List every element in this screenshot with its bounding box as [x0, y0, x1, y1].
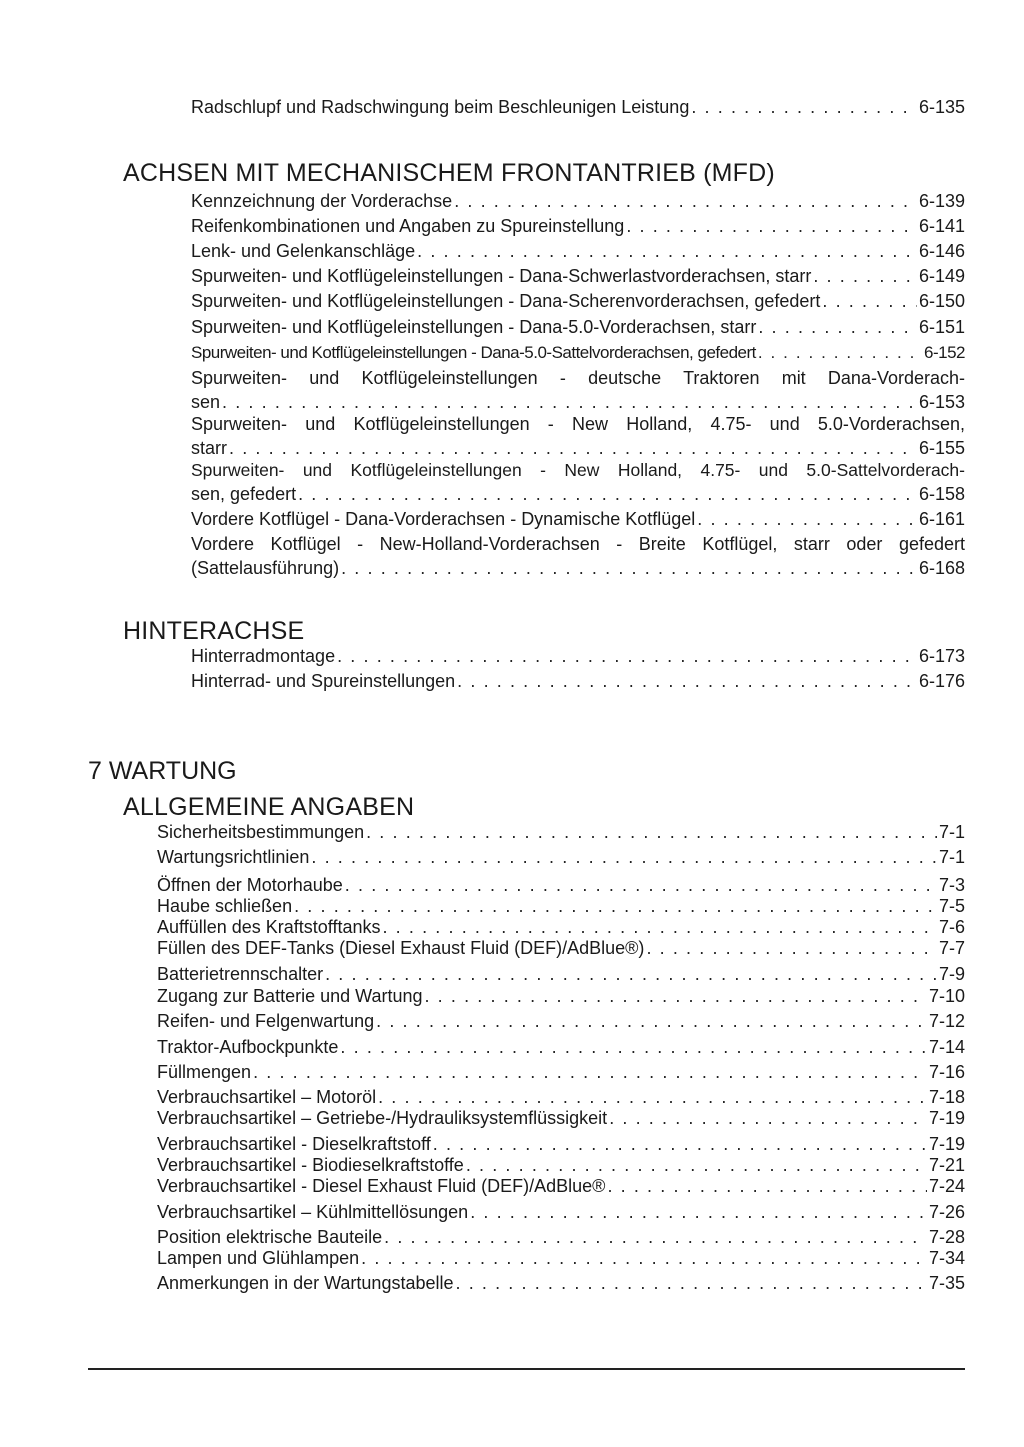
dot-leader [822, 290, 917, 312]
toc-entry[interactable] [191, 391, 965, 413]
dot-leader [376, 1010, 927, 1032]
toc-entry-label: Füllmengen [157, 1062, 252, 1082]
dot-leader [646, 937, 937, 959]
toc-entry-page: 7-14 [928, 1037, 965, 1057]
toc-entry-page: 6-173 [918, 646, 965, 666]
toc-entry-page: 6-158 [918, 484, 965, 504]
toc-entry[interactable] [157, 916, 965, 938]
toc-entry-page: 7-19 [928, 1108, 965, 1128]
dot-leader [417, 240, 917, 262]
toc-entry-label: Lenk- und Gelenkanschläge [191, 241, 416, 261]
toc-entry-page: 7-1 [938, 822, 965, 842]
toc-entry-label: Reifen- und Felgenwartung [157, 1011, 375, 1031]
dot-leader [345, 874, 937, 896]
dot-leader [222, 391, 917, 413]
toc-entry-page: 7-3 [938, 875, 965, 895]
toc-entry-page: 6-155 [918, 438, 965, 458]
toc-entry-label: Position elektrische Bauteile [157, 1227, 383, 1247]
dot-leader [456, 1272, 927, 1294]
toc-entry[interactable] [157, 1247, 965, 1269]
toc-entry[interactable] [191, 190, 965, 212]
toc-entry-page: 6-146 [918, 241, 965, 261]
toc-entry-label: Radschlupf und Radschwingung beim Beschleunigen Leistung [191, 97, 690, 117]
toc-entry[interactable] [191, 508, 965, 530]
toc-entry[interactable] [157, 1036, 965, 1058]
toc-entry-label: sen, gefedert [191, 484, 297, 504]
dot-leader [366, 821, 937, 843]
dot-leader [424, 985, 926, 1007]
toc-entry[interactable] [191, 670, 965, 692]
toc-entry-line1: Spurweiten- und Kotflügeleinstellungen - New Holland, 4.75- und 5.0-Vorderachsen, [191, 414, 965, 434]
toc-entry-line1: Spurweiten- und Kotflügeleinstellungen - deutsche Traktoren mit Dana-Vorderach- [191, 368, 965, 388]
toc-entry[interactable] [157, 895, 965, 917]
toc-entry-page: 7-35 [928, 1273, 965, 1293]
dot-leader [813, 265, 917, 287]
toc-entry[interactable] [191, 265, 965, 287]
section-heading-rear-axle: HINTERACHSE [123, 617, 305, 645]
dot-leader [229, 437, 917, 459]
toc-entry-page: 7-1 [938, 847, 965, 867]
toc-entry-label: Verbrauchsartikel - Diesel Exhaust Fluid (DEF)/AdBlue® [157, 1176, 606, 1196]
dot-leader [457, 670, 917, 692]
toc-entry[interactable] [157, 1133, 965, 1155]
toc-entry-page: 6-141 [918, 216, 965, 236]
toc-entry-label: Traktor-Aufbockpunkte [157, 1037, 339, 1057]
dot-leader [361, 1247, 927, 1269]
toc-entry[interactable] [157, 1154, 965, 1176]
dot-leader [607, 1175, 927, 1197]
toc-entry-label: Verbrauchsartikel – Motoröl [157, 1087, 377, 1107]
toc-entry[interactable] [157, 1201, 965, 1223]
toc-entry-label: Kennzeichnung der Vorderachse [191, 191, 453, 211]
toc-entry-page: 6-139 [918, 191, 965, 211]
toc-entry-page: 6-153 [918, 392, 965, 412]
dot-leader [470, 1201, 927, 1223]
toc-entry[interactable] [157, 874, 965, 896]
toc-entry-page: 7-10 [928, 986, 965, 1006]
dot-leader [758, 342, 922, 364]
toc-entry-page: 7-6 [938, 917, 965, 937]
toc-entry[interactable] [157, 963, 965, 985]
footer-rule [88, 1368, 965, 1370]
toc-entry-page: 7-28 [928, 1227, 965, 1247]
dot-leader [378, 1086, 927, 1108]
toc-entry-page: 7-18 [928, 1087, 965, 1107]
toc-entry[interactable] [157, 821, 965, 843]
toc-entry[interactable] [157, 1107, 965, 1129]
toc-entry[interactable] [157, 1086, 965, 1108]
toc-entry-page: 7-12 [928, 1011, 965, 1031]
toc-entry-label: Hinterradmontage [191, 646, 336, 666]
dot-leader [341, 557, 917, 579]
toc-entry-page: 7-5 [938, 896, 965, 916]
dot-leader [382, 916, 937, 938]
toc-entry[interactable] [191, 96, 965, 118]
dot-leader [697, 508, 917, 530]
toc-entry-label: Öffnen der Motorhaube [157, 875, 343, 895]
toc-entry[interactable] [191, 240, 965, 262]
toc-entry-page: 7-26 [928, 1202, 965, 1222]
toc-entry-label: Spurweiten- und Kotflügeleinstellungen - Dana-5.0-Sattelvorderachsen, gefedert [191, 343, 756, 362]
toc-entry[interactable] [191, 316, 965, 338]
toc-entry-label: Haube schließen [157, 896, 293, 916]
toc-entry-label: Wartungsrichtlinien [157, 847, 310, 867]
toc-entry-label: Verbrauchsartikel – Getriebe-/Hydrauliksystemflüssigkeit [157, 1108, 608, 1128]
dot-leader [433, 1133, 927, 1155]
toc-entry[interactable] [191, 645, 965, 667]
toc-entry-page: 6-151 [918, 317, 965, 337]
toc-entry-label: Verbrauchsartikel - Dieselkraftstoff [157, 1134, 431, 1154]
toc-entry[interactable] [191, 483, 965, 505]
toc-entry[interactable] [157, 1272, 965, 1294]
toc-entry-label: Verbrauchsartikel – Kühlmittellösungen [157, 1202, 469, 1222]
toc-entry[interactable] [157, 846, 965, 868]
dot-leader [384, 1226, 927, 1248]
section-heading-general: ALLGEMEINE ANGABEN [123, 793, 415, 821]
dot-leader [325, 963, 937, 985]
section-heading-mfd: ACHSEN MIT MECHANISCHEM FRONTANTRIEB (MFD) [123, 159, 775, 187]
toc-entry-page: 7-7 [938, 938, 965, 958]
toc-entry-line1: Vordere Kotflügel - New-Holland-Vorderachsen - Breite Kotflügel, starr oder gefedert [191, 534, 965, 554]
toc-entry-page: 7-21 [928, 1155, 965, 1175]
toc-entry-page: 6-176 [918, 671, 965, 691]
dot-leader [337, 645, 917, 667]
toc-entry[interactable] [157, 1175, 965, 1197]
dot-leader [691, 96, 917, 118]
toc-entry-page: 6-168 [918, 558, 965, 578]
toc-entry[interactable] [157, 937, 965, 959]
toc-entry-label: Auffüllen des Kraftstofftanks [157, 917, 381, 937]
dot-leader [340, 1036, 927, 1058]
toc-entry-label: Zugang zur Batterie und Wartung [157, 986, 423, 1006]
toc-entry-label: (Sattelausführung) [191, 558, 340, 578]
toc-entry-page: 6-150 [918, 291, 965, 311]
toc-entry[interactable] [157, 1226, 965, 1248]
toc-entry[interactable] [157, 985, 965, 1007]
dot-leader [466, 1154, 927, 1176]
toc-entry[interactable] [191, 437, 965, 459]
toc-entry-line1: Spurweiten- und Kotflügeleinstellungen - New Holland, 4.75- und 5.0-Sattelvorderach- [191, 460, 965, 480]
toc-entry-label: Vordere Kotflügel - Dana-Vorderachsen - Dynamische Kotflügel [191, 509, 696, 529]
toc-entry-label: Füllen des DEF-Tanks (Diesel Exhaust Fluid (DEF)/AdBlue®) [157, 938, 645, 958]
dot-leader [253, 1061, 927, 1083]
toc-entry-label: Hinterrad- und Spureinstellungen [191, 671, 456, 691]
toc-entry-label: starr [191, 438, 227, 458]
toc-entry-page: 6-152 [924, 343, 965, 362]
toc-entry[interactable] [191, 557, 965, 579]
dot-leader [758, 316, 917, 338]
toc-entry[interactable] [191, 215, 965, 237]
toc-entry-label: Batterietrennschalter [157, 964, 324, 984]
toc-entry-label: Spurweiten- und Kotflügeleinstellungen - Dana-5.0-Vorderachsen, starr [191, 317, 757, 337]
toc-entry-page: 7-19 [928, 1134, 965, 1154]
toc-entry-page: 7-34 [928, 1248, 965, 1268]
toc-entry-label: Spurweiten- und Kotflügeleinstellungen - Dana-Schwerlastvorderachsen, starr [191, 266, 812, 286]
toc-entry-page: 6-161 [918, 509, 965, 529]
dot-leader [298, 483, 917, 505]
toc-entry-page: 7-24 [928, 1176, 965, 1196]
toc-entry-label: Verbrauchsartikel - Biodieselkraftstoffe [157, 1155, 464, 1175]
toc-entry-label: Anmerkungen in der Wartungstabelle [157, 1273, 454, 1293]
dot-leader [294, 895, 937, 917]
dot-leader [626, 215, 917, 237]
toc-entry-label: Sicherheitsbestimmungen [157, 822, 365, 842]
toc-entry-page: 6-135 [918, 97, 965, 117]
toc-entry-page: 7-16 [928, 1062, 965, 1082]
toc-entry-label: Reifenkombinationen und Angaben zu Spureinstellung [191, 216, 625, 236]
dot-leader [311, 846, 937, 868]
toc-entry-label: sen [191, 392, 221, 412]
toc-entry-label: Spurweiten- und Kotflügeleinstellungen - Dana-Scherenvorderachsen, gefedert [191, 291, 821, 311]
dot-leader [609, 1107, 927, 1129]
dot-leader [454, 190, 917, 212]
toc-entry[interactable] [157, 1010, 965, 1032]
toc-entry[interactable] [157, 1061, 965, 1083]
toc-entry-page: 7-9 [938, 964, 965, 984]
toc-entry-page: 6-149 [918, 266, 965, 286]
toc-entry[interactable] [191, 290, 965, 312]
toc-entry-label: Lampen und Glühlampen [157, 1248, 360, 1268]
chapter-heading: 7 WARTUNG [88, 757, 237, 785]
toc-entry[interactable] [191, 342, 965, 364]
